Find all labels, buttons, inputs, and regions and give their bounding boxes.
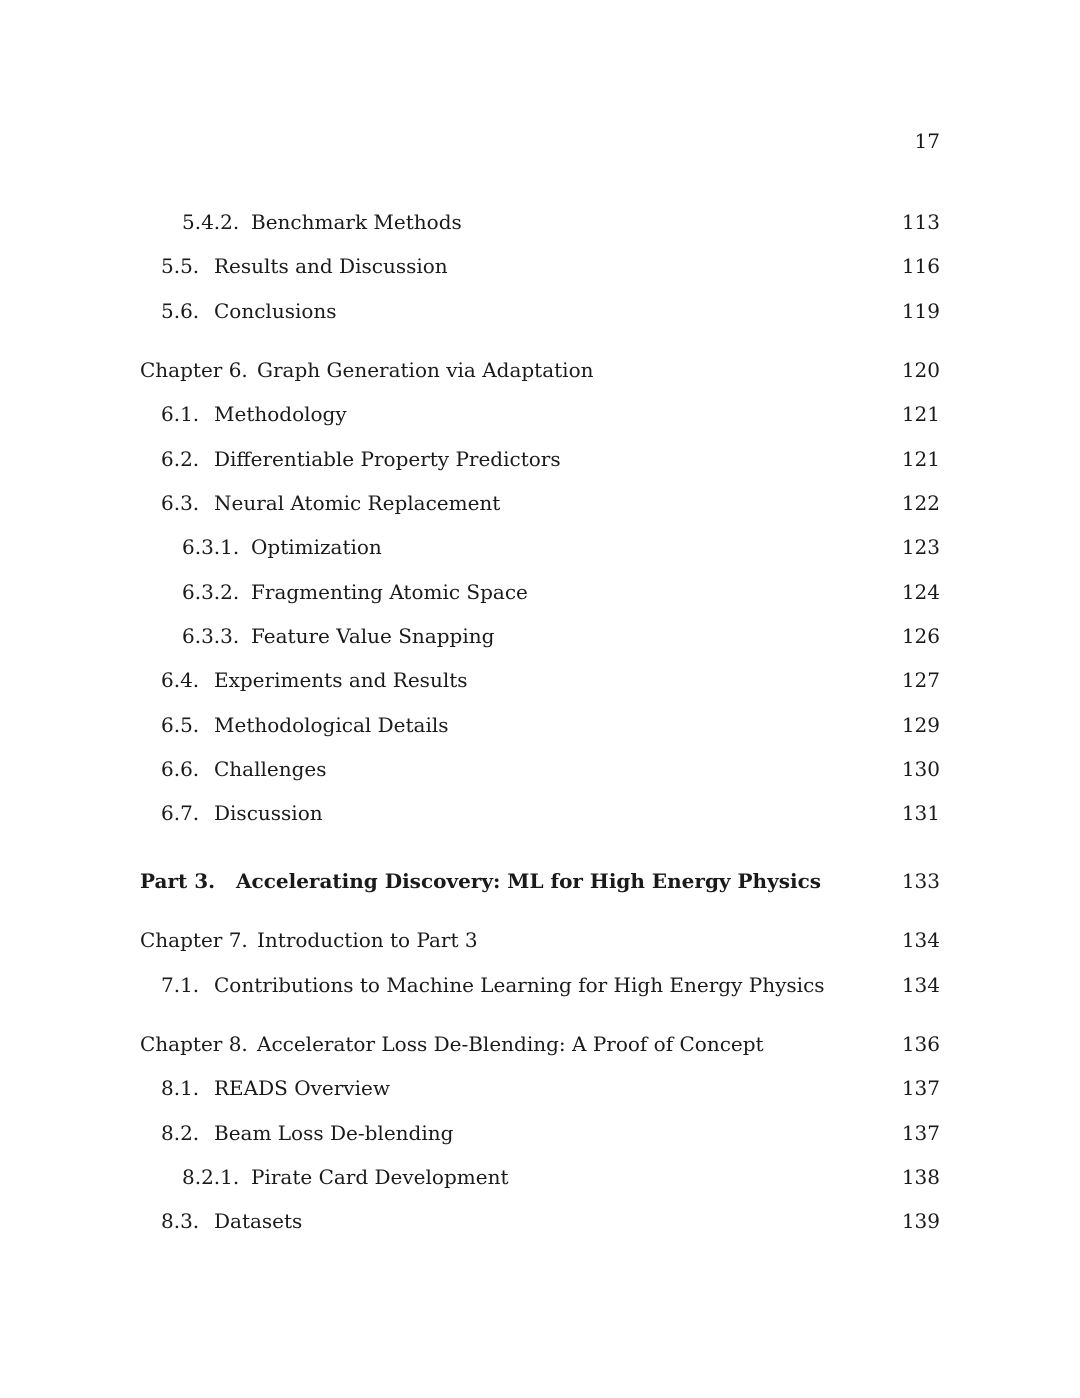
- toc-entry-number: 6.1.: [161, 402, 200, 426]
- toc-entry-page: 122: [901, 491, 940, 515]
- toc-entry-6-1: [140, 400, 940, 428]
- toc-entry-7-1: [140, 971, 940, 999]
- toc-entry-number: 6.7.: [161, 801, 200, 825]
- toc-entry-8-3: [140, 1207, 940, 1235]
- toc-entry-6-3-1: [140, 533, 940, 561]
- toc-entry-title: Accelerator Loss De-Blending: A Proof of Concept: [257, 1032, 764, 1056]
- toc-entry-number: Chapter 8.: [140, 1032, 248, 1056]
- toc-entry-page: 137: [901, 1076, 940, 1100]
- toc-entry-5-6: [140, 297, 940, 325]
- toc-entry-number: 6.3.2.: [182, 580, 240, 604]
- toc-entry-title: Contributions to Machine Learning for High Energy Physics: [214, 973, 825, 997]
- toc-entry-page: 133: [901, 869, 940, 893]
- toc-entry-6-7: [140, 799, 940, 827]
- page-number: 17: [914, 129, 940, 153]
- toc-entry-title: Fragmenting Atomic Space: [251, 580, 528, 604]
- toc-entry-number: 6.2.: [161, 447, 200, 471]
- toc-entry-number: 5.4.2.: [182, 210, 240, 234]
- toc-entry-page: 116: [901, 254, 940, 278]
- toc-entry-title: Datasets: [214, 1209, 303, 1233]
- toc-entry-page: 134: [901, 928, 940, 952]
- toc-entry-6-4: [140, 666, 940, 694]
- toc-entry-number: 8.2.: [161, 1121, 200, 1145]
- toc-entry-8-2: [140, 1119, 940, 1147]
- toc-entry-title: Experiments and Results: [214, 668, 468, 692]
- toc-entry-6-3-3: [140, 622, 940, 650]
- toc-entry-title: Challenges: [214, 757, 327, 781]
- toc-entry-title: Differentiable Property Predictors: [214, 447, 561, 471]
- toc-entry-number: 8.3.: [161, 1209, 200, 1233]
- toc-entry-title: Methodology: [214, 402, 347, 426]
- toc-entry-number: 6.6.: [161, 757, 200, 781]
- toc-entry-chapter-7: [140, 926, 940, 954]
- toc-entry-number: Chapter 6.: [140, 358, 248, 382]
- toc-entry-number: Part 3.: [140, 869, 216, 893]
- toc-entry-page: 138: [901, 1165, 940, 1189]
- toc-entry-number: 6.4.: [161, 668, 200, 692]
- toc-entry-5-4-2: [140, 208, 940, 236]
- toc-entry-page: 113: [901, 210, 940, 234]
- toc-entry-page: 129: [901, 713, 940, 737]
- toc-entry-part-3: [140, 867, 940, 895]
- toc-entry-title: Pirate Card Development: [251, 1165, 509, 1189]
- toc-entry-5-5: [140, 252, 940, 280]
- toc-entry-number: 8.2.1.: [182, 1165, 240, 1189]
- toc-entry-page: 120: [901, 358, 940, 382]
- toc-entry-title: READS Overview: [214, 1076, 390, 1100]
- toc-entry-page: 127: [901, 668, 940, 692]
- toc-entry-page: 124: [901, 580, 940, 604]
- toc-entry-page: 121: [901, 447, 940, 471]
- toc-entry-page: 119: [901, 299, 940, 323]
- toc-entry-title: Neural Atomic Replacement: [214, 491, 501, 515]
- toc-entry-title: Benchmark Methods: [251, 210, 462, 234]
- toc-entry-6-6: [140, 755, 940, 783]
- toc-entry-number: 5.6.: [161, 299, 200, 323]
- toc-entry-page: 126: [901, 624, 940, 648]
- table-of-contents: [140, 0, 940, 1398]
- toc-entry-title: Beam Loss De-blending: [214, 1121, 454, 1145]
- toc-entry-title: Graph Generation via Adaptation: [257, 358, 594, 382]
- toc-entry-page: 136: [901, 1032, 940, 1056]
- toc-entry-title: Accelerating Discovery: ML for High Energy Physics: [236, 869, 822, 893]
- toc-entry-page: 121: [901, 402, 940, 426]
- toc-entry-page: 131: [901, 801, 940, 825]
- toc-entry-page: 134: [901, 973, 940, 997]
- toc-entry-title: Conclusions: [214, 299, 337, 323]
- toc-entry-page: 137: [901, 1121, 940, 1145]
- toc-entry-6-2: [140, 445, 940, 473]
- toc-entry-number: 6.3.3.: [182, 624, 240, 648]
- toc-entry-title: Results and Discussion: [214, 254, 448, 278]
- toc-entry-number: 7.1.: [161, 973, 200, 997]
- toc-entry-page: 139: [901, 1209, 940, 1233]
- toc-entry-number: Chapter 7.: [140, 928, 248, 952]
- toc-entry-title: Feature Value Snapping: [251, 624, 495, 648]
- toc-entry-6-3: [140, 489, 940, 517]
- toc-entry-number: 8.1.: [161, 1076, 200, 1100]
- toc-entry-title: Discussion: [214, 801, 323, 825]
- toc-entry-title: Introduction to Part 3: [257, 928, 478, 952]
- toc-entry-page: 130: [901, 757, 940, 781]
- toc-entry-number: 6.3.: [161, 491, 200, 515]
- toc-entry-chapter-6: [140, 356, 940, 384]
- toc-entry-number: 5.5.: [161, 254, 200, 278]
- toc-entry-8-2-1: [140, 1163, 940, 1191]
- toc-entry-title: Methodological Details: [214, 713, 449, 737]
- toc-entry-8-1: [140, 1074, 940, 1102]
- toc-entry-chapter-8: [140, 1030, 940, 1058]
- toc-entry-title: Optimization: [251, 535, 382, 559]
- toc-entry-6-3-2: [140, 578, 940, 606]
- toc-entry-number: 6.5.: [161, 713, 200, 737]
- toc-entry-page: 123: [901, 535, 940, 559]
- toc-entry-6-5: [140, 711, 940, 739]
- toc-entry-number: 6.3.1.: [182, 535, 240, 559]
